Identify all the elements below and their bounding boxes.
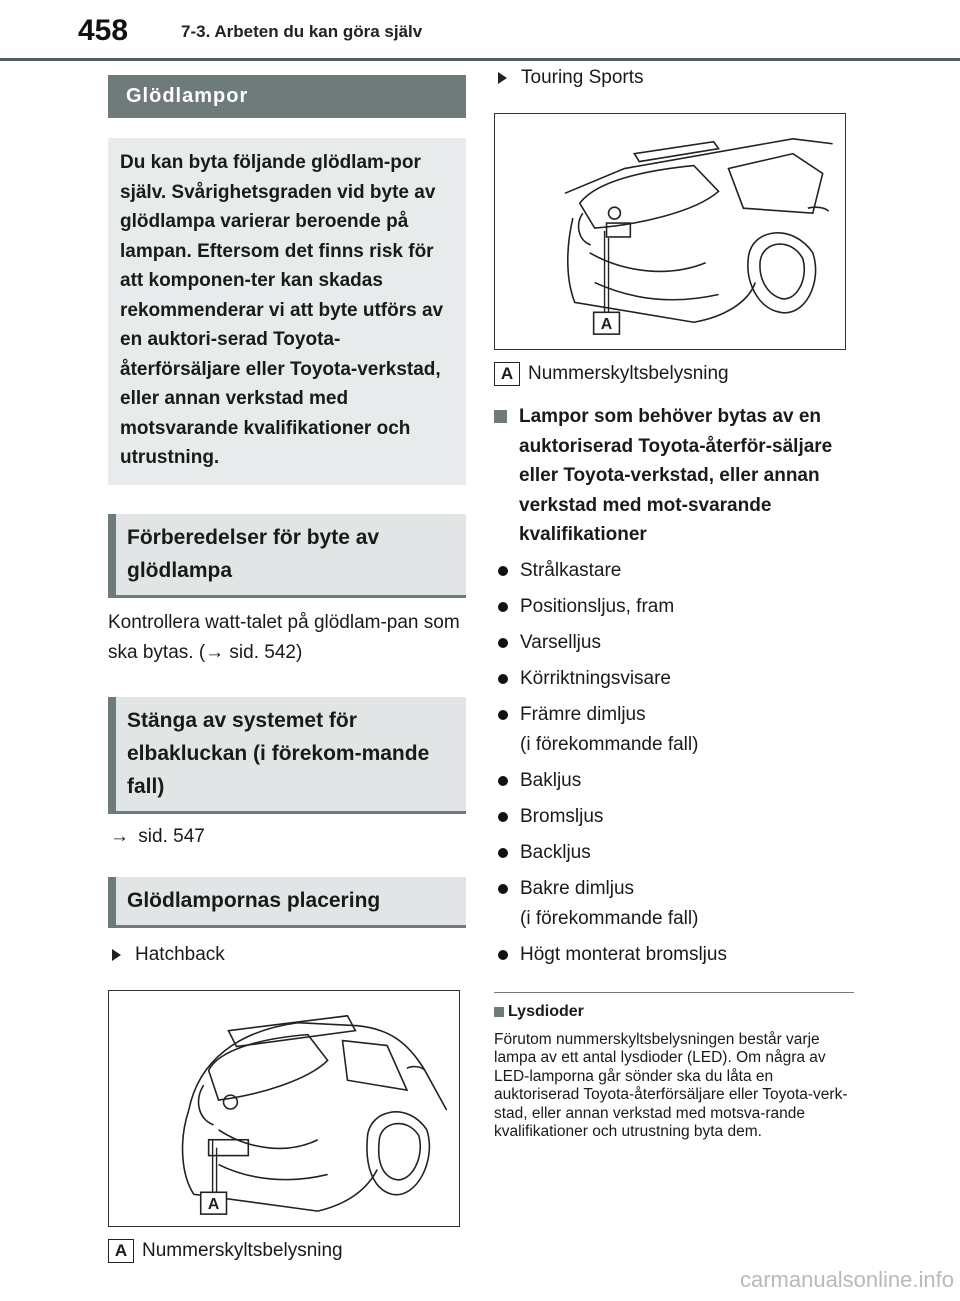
variant-label: Touring Sports [521,67,644,88]
led-note-heading [494,1003,854,1021]
list-item: Körriktningsvisare [494,664,854,694]
header-divider [0,58,960,61]
page-number: 458 [78,14,129,47]
bullet-dot-icon [498,674,508,684]
bullet-dot-icon [498,638,508,648]
bullet-dot-icon [498,566,508,576]
led-note-heading-text: Lysdioder [508,1002,584,1020]
hatchback-rear-view-image [109,991,459,1226]
section-heading-preparation: Förberedelser för byte av glödlampa [108,514,466,598]
page-title: Glödlampor [108,75,466,118]
touring-sports-rear-view-image [495,114,845,349]
variant-touring-sports [494,67,854,89]
list-item: Bakre dimljus (i förekommande fall) [494,874,854,934]
bullet-dot-icon [498,884,508,894]
dealer-replacement-heading [494,402,854,550]
list-item: Bromsljus [494,802,854,832]
list-item: Bakljus [494,766,854,796]
bullet-dot-icon [498,602,508,612]
variant-label: Hatchback [135,943,225,965]
bullet-dot-icon [498,812,508,822]
figure-label-a: A [600,316,613,334]
section-heading-power-tailgate: Stänga av systemet för elbakluckan (i förekom-mande fall) [108,697,466,814]
triangle-bullet-icon [498,72,507,84]
watermark: carmanualsonline.info [739,1267,954,1292]
bullet-dot-icon [498,950,508,960]
square-bullet-icon [494,410,507,423]
section-heading-bulb-locations: Glödlampornas placering [108,877,466,928]
list-item: Varselljus [494,628,854,658]
touring-sports-illustration [494,113,846,350]
list-item: Främre dimljus (i förekommande fall) [494,700,854,760]
list-item: Positionsljus, fram [494,592,854,622]
hatchback-illustration [108,990,460,1227]
touring-sports-caption [494,362,854,386]
intro-box: Du kan byta följande glödlam-por själv. Svårighetsgraden vid byte av glödlampa varierar beroende på lampan. Eftersom det finns risk för att komponen-ter kan skadas rekommenderar vi att byte utförs av en auktori-serad Toyota-återförsäljare eller Toyota-verkstad, eller annan verkstad med motsvarande kvalifikationer och utrustning. [108,138,466,485]
square-bullet-icon [494,1007,504,1017]
bullet-dot-icon [498,710,508,720]
list-item: Backljus [494,838,854,868]
arrow-icon: → [110,825,129,847]
tailgate-page-ref-text: sid. 547 [138,825,205,847]
page-header [0,0,960,62]
label-a-badge: A [108,1239,134,1263]
figure-label-a: A [207,1195,220,1213]
label-a-badge: A [494,362,520,386]
caption-text: Nummerskyltsbelysning [528,363,729,384]
caption-text: Nummerskyltsbelysning [142,1239,343,1261]
preparation-text: Kontrollera watt-talet på glödlam-pan som ska bytas. (→ sid. 542) [108,611,460,663]
chapter-title: 7-3. Arbeten du kan göra själv [181,22,423,41]
bullet-dot-icon [498,776,508,786]
list-item: Strålkastare [494,556,854,586]
led-note-text: Förutom nummerskyltsbelysningen består varje lampa av ett antal lysdioder (LED). Om några av LED-lamporna går sönder ska du låta en auktoriserad Toyota-återförsäljare eller Toyota-verk-stad, eller annan verkstad med motsva-rande kvalifikationer och utrustning byta dem. [494,1030,848,1140]
right-column [494,67,854,1142]
triangle-bullet-icon [112,949,121,961]
dealer-replacement-list [494,556,854,970]
note-divider [494,992,854,993]
dealer-replacement-heading-text: Lampor som behöver bytas av en auktoriserad Toyota-återför-säljare eller Toyota-verkstad, eller annan verkstad med mot-svarande kvalifikationer [519,406,833,545]
bullet-dot-icon [498,848,508,858]
list-item: Högt monterat bromsljus [494,940,854,970]
hatchback-caption [108,1239,466,1263]
tailgate-page-reference[interactable] [108,826,466,848]
variant-hatchback [108,944,466,966]
left-column [108,75,466,1263]
